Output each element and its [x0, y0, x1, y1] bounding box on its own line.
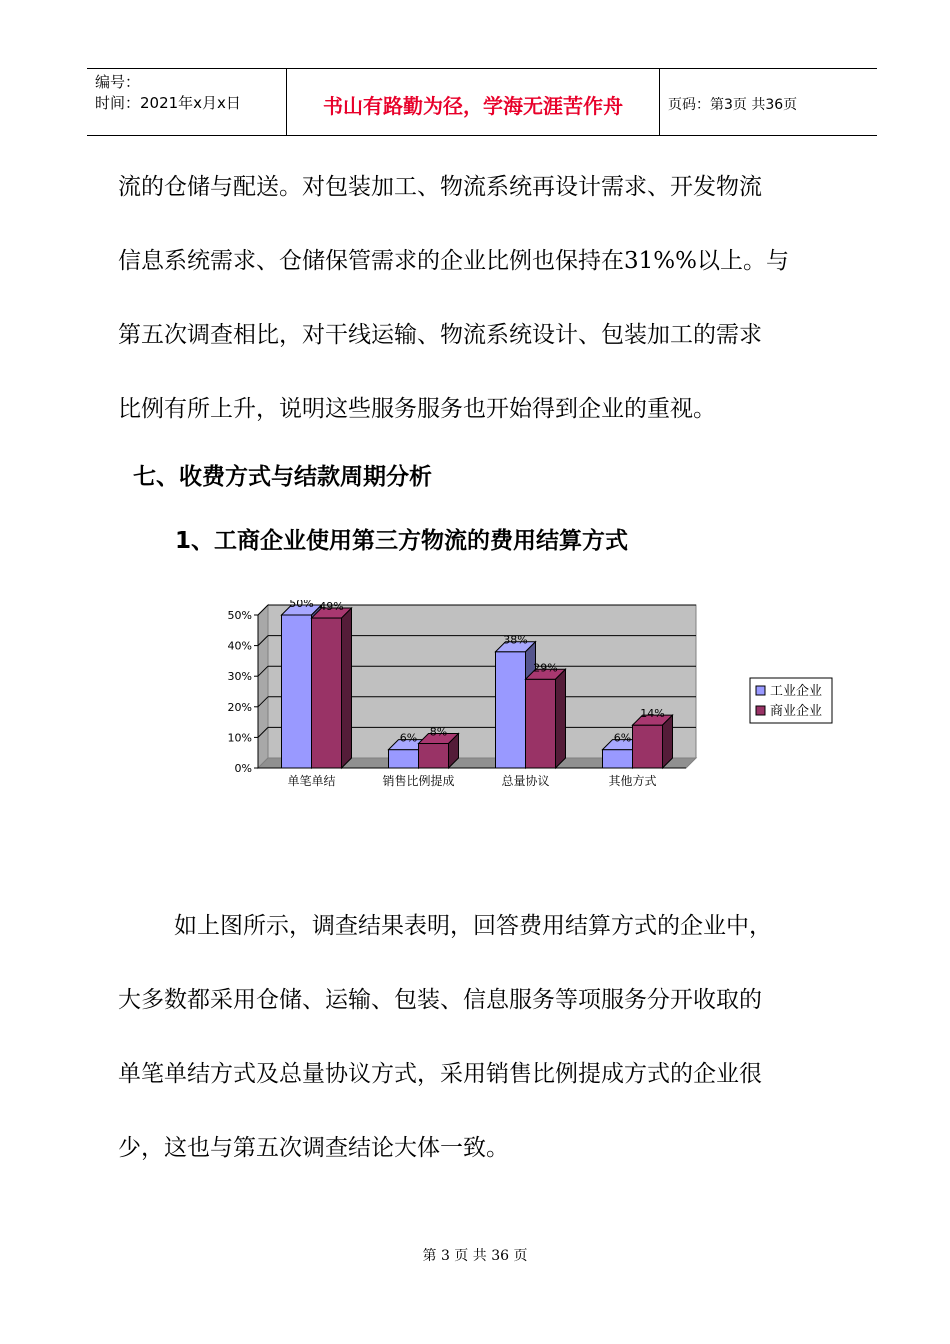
chart-legend-swatch — [756, 686, 765, 695]
subsection-heading: 1、工商企业使用第三方物流的费用结算方式 — [175, 528, 629, 554]
chart-legend-label: 工业企业 — [770, 684, 823, 699]
chart-bar-front — [496, 652, 526, 768]
paragraph-2 — [118, 889, 833, 1185]
chart-data-label: 6% — [613, 731, 632, 745]
chart-bar-front — [526, 679, 556, 768]
chart-category-label: 销售比例提成 — [382, 774, 455, 788]
header-time-label: 时间：2021年x月x日 — [95, 94, 241, 112]
paragraph-2-line-4: 少，这也与第五次调查结论大体一致。 — [118, 1135, 509, 1161]
chart-category-label: 单笔单结 — [287, 774, 336, 788]
chart-bar-front — [282, 615, 312, 768]
header-left-cell — [87, 69, 287, 135]
chart-data-label: 38% — [503, 633, 528, 647]
chart-category-label: 总量协议 — [501, 774, 550, 788]
paragraph-1-line-4: 比例有所上升，说明这些服务服务也开始得到企业的重视。 — [118, 396, 716, 422]
chart-data-label: 8% — [429, 725, 448, 739]
paragraph-2-line-3: 单笔单结方式及总量协议方式，采用销售比例提成方式的企业很 — [118, 1061, 762, 1087]
chart-y-tick-label: 10% — [228, 731, 252, 745]
chart-category-label: 其他方式 — [608, 774, 657, 788]
header-motto: 书山有路勤为径，学海无涯苦作舟 — [287, 69, 660, 135]
chart-bar-front — [312, 618, 342, 768]
chart-y-tick-label: 50% — [228, 609, 252, 622]
paragraph-1 — [118, 150, 833, 446]
header-number-label: 编号： — [95, 73, 141, 91]
chart-y-tick-label: 0% — [234, 762, 252, 775]
header-table — [87, 68, 877, 136]
chart-bar-side — [663, 715, 673, 768]
chart-side-wall — [258, 605, 268, 768]
chart-legend-swatch — [756, 706, 765, 715]
page-footer: 第 3 页 共 36 页 — [422, 1248, 528, 1264]
chart-data-label: 6% — [399, 731, 418, 745]
chart-data-label: 29% — [533, 661, 558, 675]
chart-y-tick-label: 40% — [228, 639, 252, 653]
chart-bar-front — [603, 750, 633, 768]
paragraph-1-line-2: 信息系统需求、仓储保管需求的企业比例也保持在31%%以上。与 — [118, 248, 789, 274]
paragraph-1-line-3: 第五次调查相比，对干线运输、物流系统设计、包装加工的需求 — [118, 322, 762, 348]
settlement-method-chart — [228, 600, 838, 800]
chart-data-label: 49% — [319, 600, 344, 614]
chart-bar-front — [419, 744, 449, 768]
paragraph-1-line-1: 流的仓储与配送。对包装加工、物流系统再设计需求、开发物流 — [118, 174, 762, 200]
chart-data-label: 14% — [640, 707, 665, 721]
chart-y-tick-label: 30% — [228, 670, 252, 684]
chart-bar-side — [556, 669, 566, 768]
chart-bar-side — [342, 608, 352, 768]
chart-legend-label: 商业企业 — [770, 704, 823, 719]
chart-bar-front — [633, 725, 663, 768]
chart-y-tick-label: 20% — [228, 700, 252, 714]
header-page-info: 页码：第3页 共36页 — [668, 97, 798, 113]
paragraph-2-line-1: 如上图所示，调查结果表明，回答费用结算方式的企业中， — [174, 913, 772, 939]
chart-data-label: 50% — [289, 600, 314, 610]
section-heading: 七、收费方式与结款周期分析 — [133, 464, 432, 490]
paragraph-2-line-2: 大多数都采用仓储、运输、包装、信息服务等项服务分开收取的 — [118, 987, 762, 1013]
chart-bar-front — [389, 750, 419, 768]
chart-svg — [228, 600, 838, 800]
